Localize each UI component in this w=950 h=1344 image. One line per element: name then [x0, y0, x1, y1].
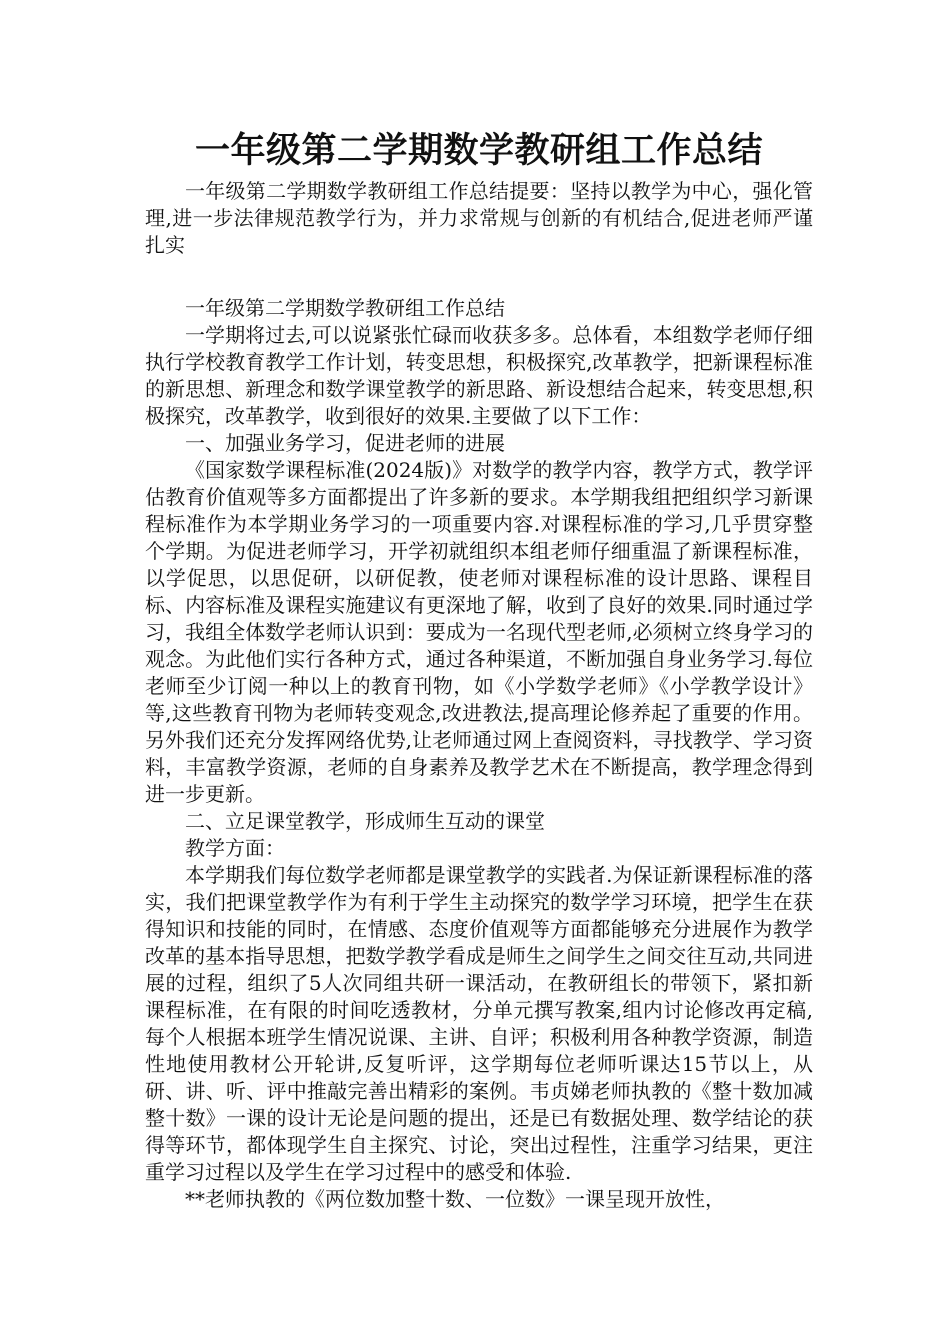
document-title: 一年级第二学期数学教研组工作总结 [194, 130, 763, 171]
section-heading-2: 二、立足课堂教学，形成师生互动的课堂 [185, 809, 545, 833]
body-paragraph-2: 本学期我们每位数学老师都是课堂教学的实践者.为保证新课程标准的落实，我们把课堂教学作为有利于学生主动探究的数学学习环境，把学生在获得知识和技能的同时，在情感、态度价值观等方面都能够充分进展作为教学改革的基本指导思想，把数学教学看成是师生之间学生之间交往互动,共同进展的过程，组织了5人次同组共研一课活动，在教研组长的带领下，紧扣新课程标准，在有限的时间吃透教材，分单元撰写教案,组内讨论修改再定稿,每个人根据本班学生情况说课、主讲、自评；积极利用各种教学资源，制造性地使用教材公开轮讲,反复听评，这学期每位老师听课达15节以上，从研、讲、听、评中推敲完善出精彩的案例。韦贞娣老师执教的《整十数加减整十数》一课的设计无论是问题的提出，还是已有数据处理、数学结论的获得等环节，都体现学生自主探究、讨论，突出过程性，注重学习结果，更注重学习过程以及学生在学习过程中的感受和体验. [145, 863, 813, 1184]
body-paragraph-1: 《国家数学课程标准(2024版)》对数学的教学内容，教学方式，教学评估教育价值观等多方面都提出了许多新的要求。本学期我组把组织学习新课程标准作为本学期业务学习的一项重要内容.对课程标准的学习,几乎贯穿整个学期。为促进老师学习，开学初就组织本组老师仔细重温了新课程标准，以学促思，以思促研，以研促教，使老师对课程标准的设计思路、课程目标、内容标准及课程实施建议有更深地了解，收到了良好的效果.同时通过学习，我组全体数学老师认识到：要成为一名现代型老师,必须树立终身学习的观念。为此他们实行各种方式，通过各种渠道，不断加强自身业务学习.每位老师至少订阅一种以上的教育刊物，如《小学数学老师》《小学教学设计》等,这些教育刊物为老师转变观念,改进教法,提高理论修养起了重要的作用。另外我们还充分发挥网络优势,让老师通过网上查阅资料，寻找教学、学习资料，丰富教学资源，老师的自身素养及教学艺术在不断提高，教学理念得到进一步更新。 [145, 458, 813, 806]
body-paragraph-3: **老师执教的《两位数加整十数、一位数》一课呈现开放性， [185, 1187, 725, 1211]
summary-paragraph: 一年级第二学期数学教研组工作总结提要：坚持以教学为中心，强化管理,进一步法律规范教学行为，并力求常规与创新的有机结合,促进老师严谨扎实 [145, 179, 813, 257]
section-heading-1: 一、加强业务学习，促进老师的进展 [185, 431, 505, 455]
section-heading: 一年级第二学期数学教研组工作总结 [185, 296, 505, 320]
paragraph-spacer [145, 259, 813, 295]
document-page [145, 128, 813, 1213]
subheading-teaching: 教学方面： [185, 836, 285, 860]
intro-paragraph: 一学期将过去,可以说紧张忙碌而收获多多。总体看，本组数学老师仔细执行学校教育教学工作计划，转变思想，积极探究,改革教学，把新课程标准的新思想、新理念和数学课堂教学的新思路、新设想结合起来，转变思想,积极探究，改革教学，收到很好的效果.主要做了以下工作： [145, 323, 813, 428]
